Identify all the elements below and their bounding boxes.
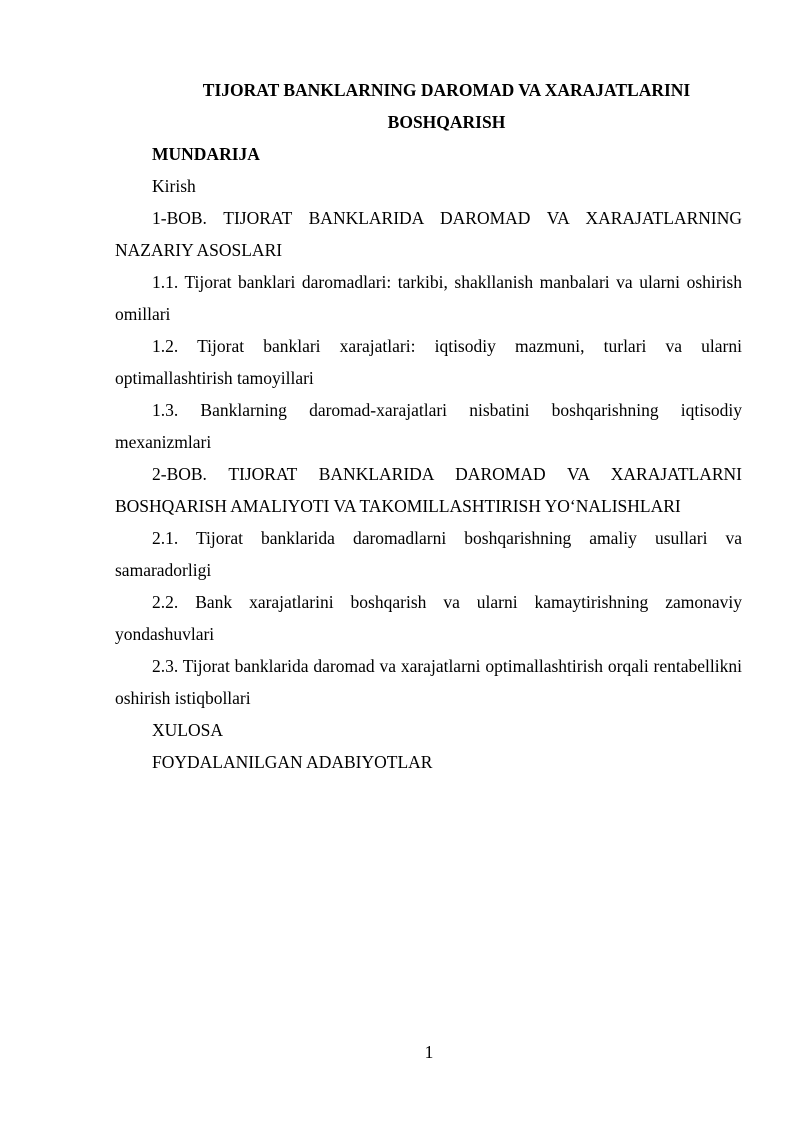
document-title bbox=[115, 74, 742, 138]
toc-entry-chapter-2: 2-BOB. TIJORAT BANKLARIDA DAROMAD VA XARAJATLARNI BOSHQARISH AMALIYOTI VA TAKOMILLASHTIRISH YO‘NALISHLARI bbox=[115, 464, 742, 516]
toc-entry-references: FOYDALANILGAN ADABIYOTLAR bbox=[152, 752, 433, 772]
toc-entry-chapter-1: 1-BOB. TIJORAT BANKLARIDA DAROMAD VA XARAJATLARNING NAZARIY ASOSLARI bbox=[115, 208, 742, 260]
toc-entry-introduction: Kirish bbox=[152, 176, 196, 196]
toc-entry-conclusion: XULOSA bbox=[152, 720, 223, 740]
contents-heading: MUNDARIJA bbox=[152, 144, 260, 164]
title-line-2: BOSHQARISH bbox=[387, 112, 506, 132]
toc-entry-section-1-3: 1.3. Banklarning daromad-xarajatlari nisbatini boshqarishning iqtisodiy mexanizmlari bbox=[115, 400, 742, 452]
toc-entry-section-2-3: 2.3. Tijorat banklarida daromad va xarajatlarni optimallashtirish orqali rentabellikni oshirish istiqbollari bbox=[115, 656, 742, 708]
title-line-1: TIJORAT BANKLARNING DAROMAD VA XARAJATLARINI bbox=[202, 80, 691, 100]
toc-entry-section-1-1: 1.1. Tijorat banklari daromadlari: tarkibi, shakllanish manbalari va ularni oshirish omillari bbox=[115, 272, 742, 324]
page-content bbox=[115, 74, 742, 778]
toc-entry-section-2-1: 2.1. Tijorat banklarida daromadlarni boshqarishning amaliy usullari va samaradorligi bbox=[115, 528, 742, 580]
page-number: 1 bbox=[424, 1042, 434, 1062]
toc-entry-section-1-2: 1.2. Tijorat banklari xarajatlari: iqtisodiy mazmuni, turlari va ularni optimallashtirish tamoyillari bbox=[115, 336, 742, 388]
toc-entry-section-2-2: 2.2. Bank xarajatlarini boshqarish va ularni kamaytirishning zamonaviy yondashuvlari bbox=[115, 592, 742, 644]
